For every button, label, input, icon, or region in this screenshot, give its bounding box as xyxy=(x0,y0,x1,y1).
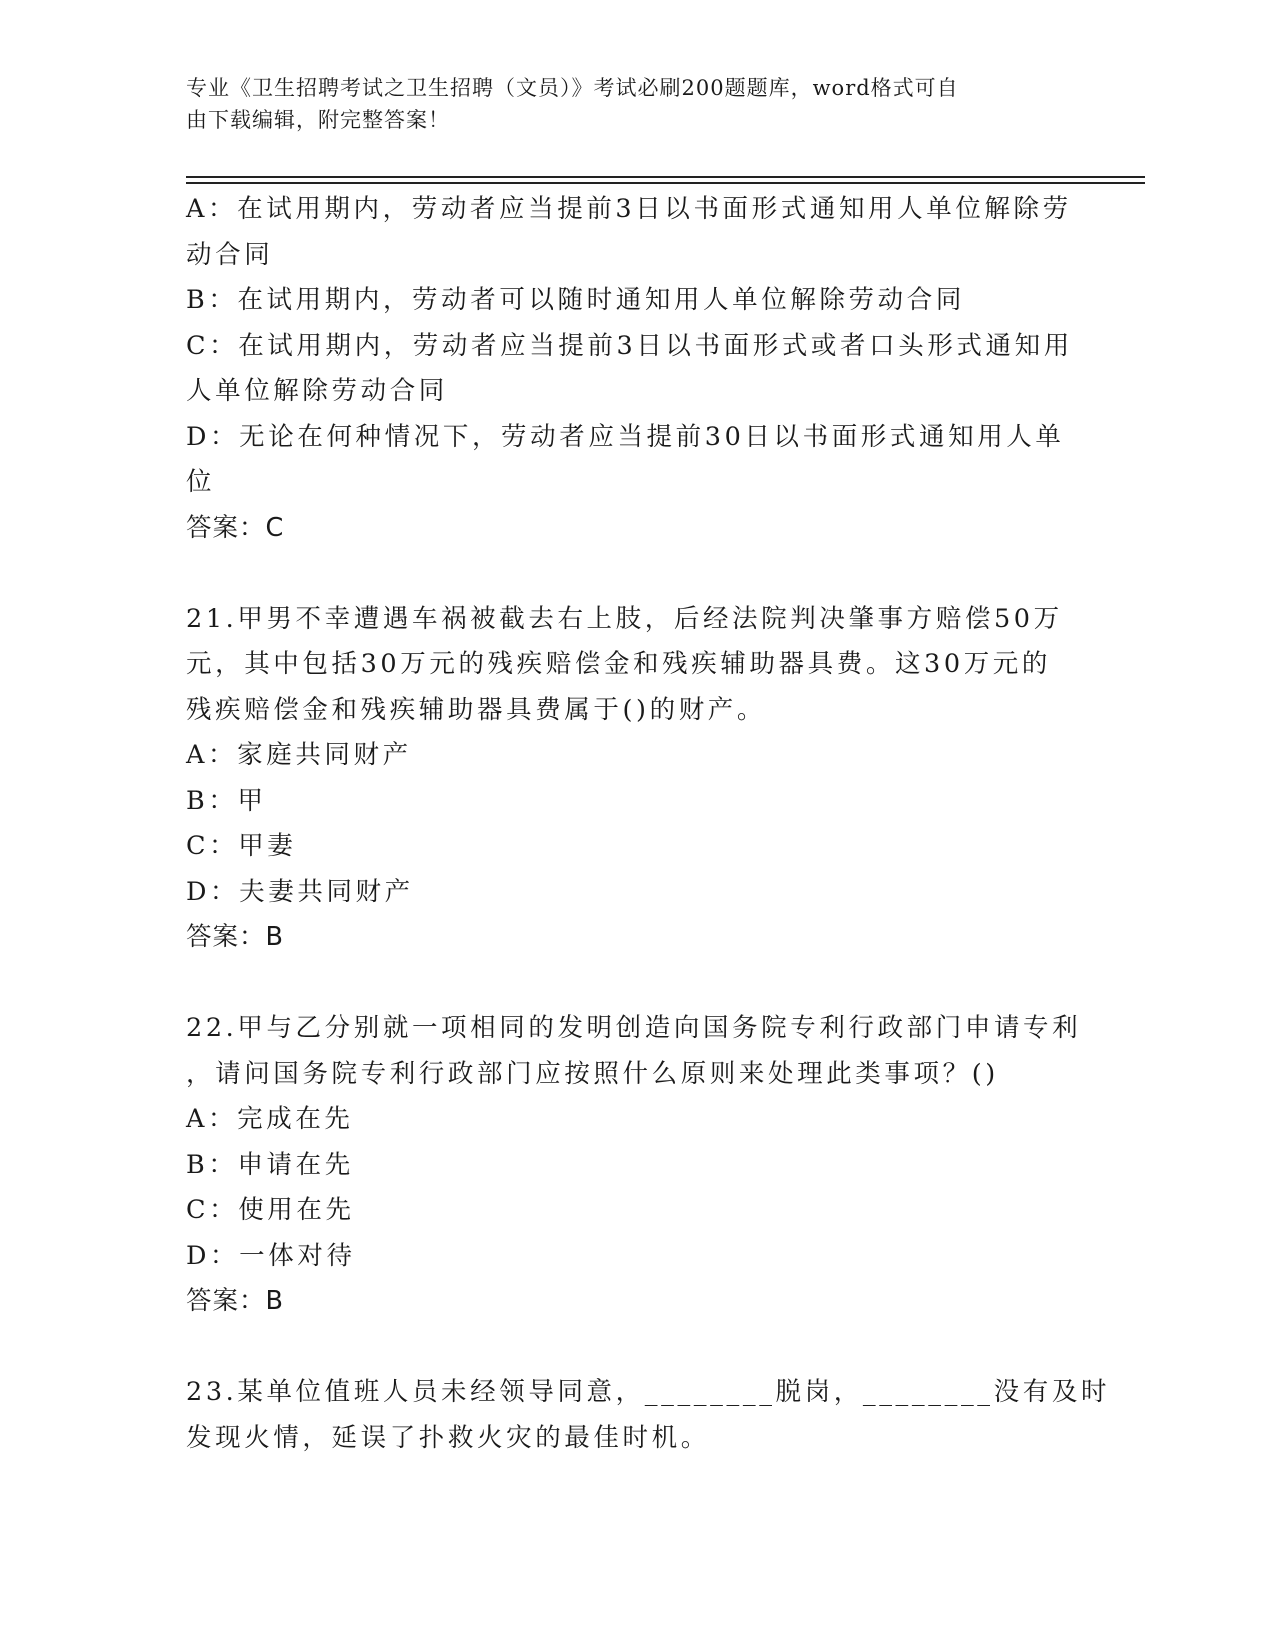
option-text-line: 人单位解除劳动合同 xyxy=(186,376,448,406)
option-d: D：夫妻共同财产 xyxy=(186,876,414,907)
option-c: C：使用在先 xyxy=(186,1195,355,1225)
question-stem xyxy=(186,597,1066,734)
option-text-line: A：在试用期内，劳动者应当提前3日以书面形式通知用人单位解除劳 xyxy=(186,194,1072,224)
option-d xyxy=(186,415,1066,506)
answer-text: 答案：B xyxy=(186,1286,284,1316)
option-b xyxy=(186,278,1066,324)
answer-text: 答案：C xyxy=(186,512,285,543)
header-line-2: 由下载编辑，附完整答案！ xyxy=(186,108,450,132)
spacer xyxy=(186,551,1066,597)
answer-text: 答案：B xyxy=(186,922,284,952)
question-block-20 xyxy=(186,187,1073,551)
option-text-line: C：在试用期内，劳动者应当提前3日以书面形式或者口头形式通知用 xyxy=(186,330,1073,361)
stem-line: 发现火情，延误了扑救火灾的最佳时机。 xyxy=(186,1422,710,1453)
option-text-line: 动合同 xyxy=(186,239,274,270)
stem-line: 残疾赔偿金和残疾辅助器具费属于()的财产。 xyxy=(186,694,766,725)
option-text-line: D：无论在何种情况下，劳动者应当提前30日以书面形式通知用人单 xyxy=(186,421,1065,452)
option-d: D：一体对待 xyxy=(186,1240,356,1271)
option-a: A：家庭共同财产 xyxy=(186,740,412,770)
option-a xyxy=(186,187,1072,278)
header-line-1: 专业《卫生招聘考试之卫生招聘（文员）》考试必刷200题题库，word格式可自 xyxy=(186,76,959,100)
question-block-23 xyxy=(186,1370,1111,1461)
document-body xyxy=(186,187,1111,1461)
option-b: B：甲 xyxy=(186,785,267,816)
spacer xyxy=(186,961,1066,1007)
question-stem xyxy=(186,1006,1082,1097)
stem-line: ，请问国务院专利行政部门应按照什么原则来处理此类事项？() xyxy=(186,1058,999,1089)
option-b: B：申请在先 xyxy=(186,1149,354,1180)
question-stem xyxy=(186,1370,1111,1461)
question-block-22 xyxy=(186,1006,1082,1325)
stem-line: 22.甲与乙分别就一项相同的发明创造向国务院专利行政部门申请专利 xyxy=(186,1013,1082,1043)
question-block-21 xyxy=(186,597,1066,961)
header-divider-bottom xyxy=(186,182,1145,184)
option-text-line: 位 xyxy=(186,467,216,497)
option-a: A：完成在先 xyxy=(186,1104,354,1134)
document-header xyxy=(186,72,1066,136)
spacer xyxy=(186,1325,1066,1371)
option-c xyxy=(186,324,1073,415)
stem-line: 23.某单位值班人员未经领导同意，________脱岗，________没有及时 xyxy=(186,1377,1111,1407)
option-text-line: B：在试用期内，劳动者可以随时通知用人单位解除劳动合同 xyxy=(186,285,965,315)
option-c: C：甲妻 xyxy=(186,831,297,861)
stem-line: 21.甲男不幸遭遇车祸被截去右上肢，后经法院判决肇事方赔偿50万 xyxy=(186,603,1063,634)
header-divider-top xyxy=(186,176,1145,178)
stem-line: 元，其中包括30万元的残疾赔偿金和残疾辅助器具费。这30万元的 xyxy=(186,649,1051,679)
